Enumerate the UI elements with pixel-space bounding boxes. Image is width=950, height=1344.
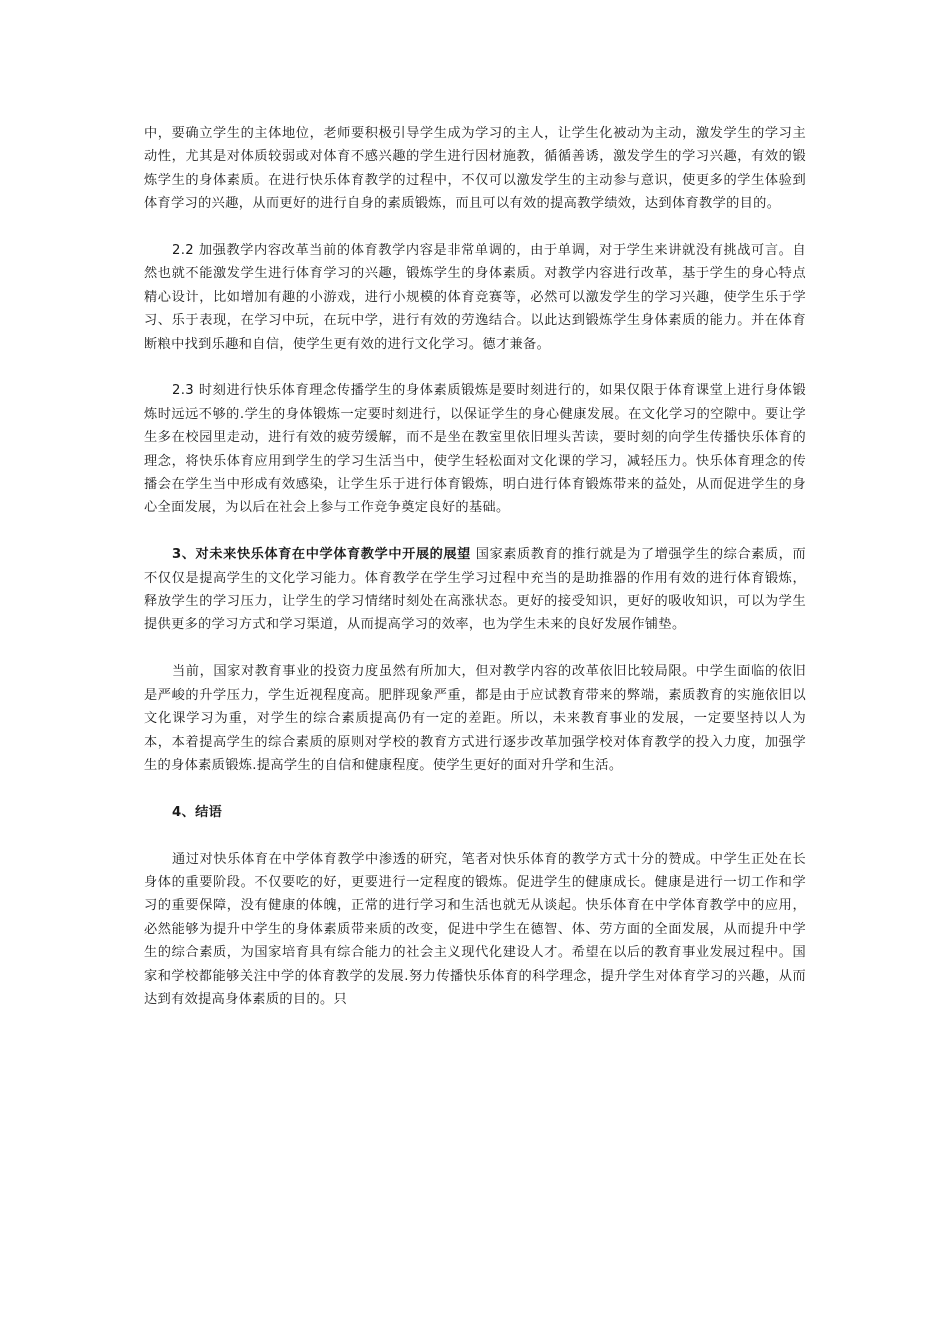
paragraph-conclusion: 通过对快乐体育在中学体育教学中渗透的研究，笔者对快乐体育的教学方式十分的赞成。中学生正处在长身体的重要阶段。不仅要吃的好，更要进行一定程度的锻炼。促进学生的健康成长。健康是进行一切工作和学习的重要保障，没有健康的体魄，正常的进行学习和生活也就无从谈起。快乐体育在中学体育教学中的应用，必然能够为提升中学生的身体素质带来质的改变，促进中学生在德智、体、劳方面的全面发展，从而提升中学生的综合素质，为国家培育具有综合能力的社会主义现代化建设人才。希望在以后的教育事业发展过程中。国家和学校都能够关注中学的体育教学的发展.努力传播快乐体育的科学理念，提升学生对体育学习的兴趣，从而达到有效提高身体素质的目的。只 (144, 851, 806, 1007)
document-page (144, 122, 806, 1035)
paragraph-section-3 (144, 543, 806, 637)
paragraph-intro-continuation: 中，要确立学生的主体地位，老师要积极引导学生成为学习的主人，让学生化被动为主动，激发学生的学习主动性，尤其是对体质较弱或对体育不感兴趣的学生进行因材施教，循循善诱，激发学生的学习兴趣，有效的锻炼学生的身体素质。在进行快乐体育教学的过程中，不仅可以激发学生的主动参与意识，使更多的学生体验到体育学习的兴趣，从而更好的进行自身的素质锻炼，而且可以有效的提高教学绩效，达到体育教学的目的。 (144, 126, 806, 212)
paragraph-section-2-2: 2.2 加强教学内容改革当前的体育教学内容是非常单调的，由于单调，对于学生来讲就没有挑战可言。自然也就不能激发学生进行体育学习的兴趣，锻炼学生的身体素质。对教学内容进行改革，基于学生的身心特点精心设计，比如增加有趣的小游戏，进行小规模的体育竞赛等，必然可以激发学生的学习兴趣，使学生乐于学习、乐于表现，在学习中玩，在玩中学，进行有效的劳逸结合。以此达到锻炼学生身体素质的能力。并在体育断粮中找到乐趣和自信，使学生更有效的进行文化学习。德才兼备。 (144, 243, 806, 352)
section-3-body: 国家素质教育的推行就是为了增强学生的综合素质，而不仅仅是提高学生的文化学习能力。体育教学在学生学习过程中充当的是助推器的作用有效的进行体育锻炼，释放学生的学习压力，让学生的学习情绪时刻处在高涨状态。更好的接受知识，更好的吸收知识，可以为学生提供更多的学习方式和学习渠道，从而提高学习的效率，也为学生未来的良好发展作铺垫。 (144, 547, 806, 633)
section-4-heading: 4、结语 (172, 804, 223, 820)
paragraph-section-2-3: 2.3 时刻进行快乐体育理念传播学生的身体素质锻炼是要时刻进行的，如果仅限于体育课堂上进行身体锻炼时远远不够的.学生的身体锻炼一定要时刻进行，以保证学生的身心健康发展。在文化学习的空隙中。要让学生多在校园里走动，进行有效的疲劳缓解，而不是坐在教室里依旧埋头苦读，要时刻的向学生传播快乐体育的理念，将快乐体育应用到学生的学习生活当中，使学生轻松面对文化课的学习，减轻压力。快乐体育理念的传播会在学生当中形成有效感染，让学生乐于进行体育锻炼，明白进行体育锻炼带来的益处，从而促进学生的身心全面发展，为以后在社会上参与工作竞争奠定良好的基础。 (144, 383, 806, 516)
section-3-heading: 3、对未来快乐体育在中学体育教学中开展的展望 (172, 547, 471, 563)
paragraph-section-3-continued: 当前，国家对教育事业的投资力度虽然有所加大，但对教学内容的改革依旧比较局限。中学生面临的依旧是严峻的升学压力，学生近视程度高。肥胖现象严重，都是由于应试教育带来的弊端，素质教育的实施依旧以文化课学习为重，对学生的综合素质提高仍有一定的差距。所以，未来教育事业的发展，一定要坚持以人为本，本着提高学生的综合素质的原则对学校的教育方式进行逐步改革加强学校对体育教学的投入力度，加强学生的身体素质锻炼.提高学生的自信和健康程度。使学生更好的面对升学和生活。 (144, 664, 806, 773)
